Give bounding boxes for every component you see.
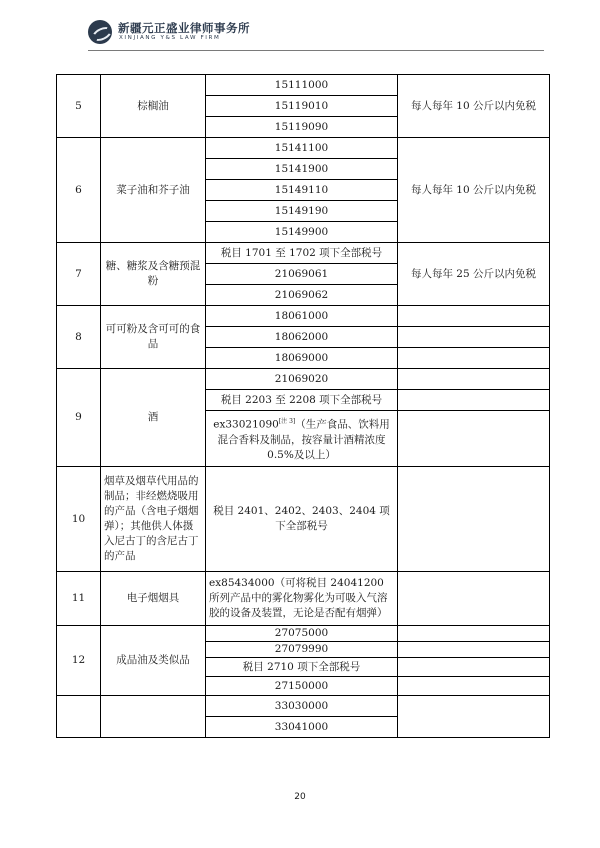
tariff-code: 21069061 (206, 264, 398, 285)
table-row (57, 696, 550, 717)
tariff-table (56, 74, 550, 738)
tariff-code: 15141900 (206, 159, 398, 180)
tariff-code: 18062000 (206, 327, 398, 348)
table-row (57, 75, 550, 96)
tariff-code: 税目 1701 至 1702 项下全部税号 (206, 243, 398, 264)
exemption-note (398, 411, 550, 467)
table-row (57, 572, 550, 626)
item-name: 酒 (101, 369, 206, 467)
tariff-code: 15149110 (206, 180, 398, 201)
row-number (57, 696, 101, 738)
code-main: ex33021090 (213, 418, 279, 431)
tariff-code: 33030000 (206, 696, 398, 717)
tariff-code: ex85434000（可将税目 24041200 所列产品中的雾化物雾化为可吸入气溶胶的设备及装置，无论是否配有烟弹） (206, 572, 398, 626)
table-row (57, 626, 550, 642)
tariff-code: 18069000 (206, 348, 398, 369)
row-number: 5 (57, 75, 101, 138)
tariff-code: 税目 2401、2402、2403、2404 项下全部税号 (206, 467, 398, 572)
row-number: 6 (57, 138, 101, 243)
exemption-note (398, 626, 550, 642)
item-name: 棕榈油 (101, 75, 206, 138)
tariff-code: 税目 2710 项下全部税号 (206, 658, 398, 677)
row-number: 12 (57, 626, 101, 696)
item-name: 成品油及类似品 (101, 626, 206, 696)
item-name: 电子烟烟具 (101, 572, 206, 626)
table-row (57, 243, 550, 264)
exemption-note (398, 390, 550, 411)
firm-name-en: XINJIANG Y&S LAW FIRM (119, 35, 221, 41)
table-row (57, 306, 550, 327)
table-row (57, 138, 550, 159)
row-number: 11 (57, 572, 101, 626)
exemption-note (398, 677, 550, 696)
exemption-note (398, 327, 550, 348)
exemption-note: 每人每年 10 公斤以内免税 (398, 75, 550, 138)
item-name: 菜子油和芥子油 (101, 138, 206, 243)
exemption-note (398, 572, 550, 626)
exemption-note (398, 696, 550, 738)
header-divider (88, 50, 544, 51)
footnote-ref: [注 3] (278, 418, 296, 426)
row-number: 9 (57, 369, 101, 467)
row-number: 7 (57, 243, 101, 306)
exemption-note (398, 642, 550, 658)
page-number: 20 (294, 792, 306, 802)
tariff-code: 15141100 (206, 138, 398, 159)
tariff-code: 18061000 (206, 306, 398, 327)
item-name: 可可粉及含可可的食品 (101, 306, 206, 369)
item-name (101, 696, 206, 738)
tariff-code: 27150000 (206, 677, 398, 696)
tariff-code: 15119090 (206, 117, 398, 138)
exemption-note (398, 658, 550, 677)
tariff-code: 27079990 (206, 642, 398, 658)
page-header (88, 20, 288, 48)
row-number: 8 (57, 306, 101, 369)
item-name: 烟草及烟草代用品的制品；非经燃烧吸用的产品（含电子烟烟弹）；其他供人体摄入尼古丁的含尼古丁的产品 (101, 467, 206, 572)
exemption-note (398, 306, 550, 327)
firm-name-cn: 新疆元正盛业律师事务所 (118, 21, 250, 35)
exemption-note: 每人每年 10 公斤以内免税 (398, 138, 550, 243)
tariff-code: 税目 2203 至 2208 项下全部税号 (206, 390, 398, 411)
exemption-note (398, 369, 550, 390)
tariff-code: 21069062 (206, 285, 398, 306)
tariff-code: 15119010 (206, 96, 398, 117)
table-row (57, 369, 550, 390)
tariff-code: 27075000 (206, 626, 398, 642)
code-desc: （生产食品、饮料用混合香料及制品，按容量计酒精浓度 0.5%及以上） (217, 418, 390, 461)
table-row (57, 467, 550, 572)
item-name: 糖、糖浆及含糖预混粉 (101, 243, 206, 306)
exemption-note: 每人每年 25 公斤以内免税 (398, 243, 550, 306)
tariff-code: 15149900 (206, 222, 398, 243)
tariff-code: 21069020 (206, 369, 398, 390)
exemption-note (398, 467, 550, 572)
exemption-note (398, 348, 550, 369)
firm-logo-icon (88, 20, 112, 44)
tariff-code: 33041000 (206, 717, 398, 738)
tariff-code: 15111000 (206, 75, 398, 96)
tariff-code (206, 411, 398, 467)
tariff-code: 15149190 (206, 201, 398, 222)
row-number: 10 (57, 467, 101, 572)
